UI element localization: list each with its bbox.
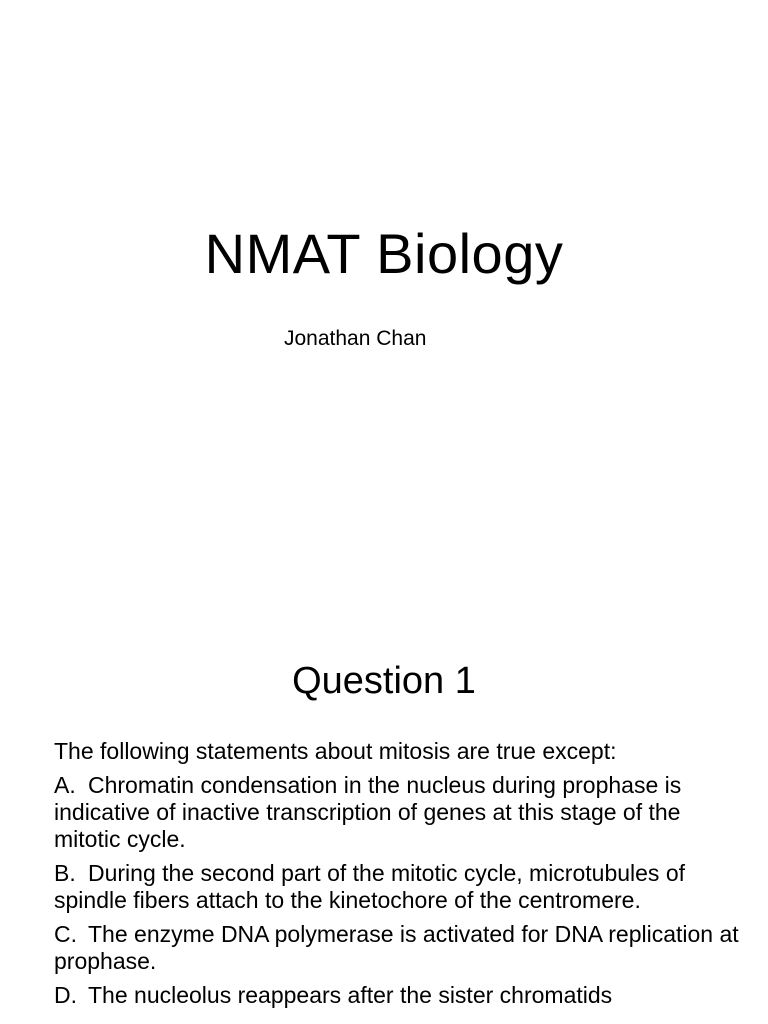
question-heading: Question 1 xyxy=(292,660,476,702)
option-text: Chromatin condensation in the nucleus during prophase is indicative of inactive transcription of genes at this stage of the mitotic cycle. xyxy=(54,772,682,852)
option-a xyxy=(54,772,744,853)
question-body xyxy=(54,738,744,1016)
option-d xyxy=(54,982,744,1009)
option-letter: A. xyxy=(54,772,76,798)
option-text: The enzyme DNA polymerase is activated for DNA replication at prophase. xyxy=(54,921,739,974)
option-b xyxy=(54,860,744,914)
option-letter: D. xyxy=(54,982,77,1008)
option-letter: C. xyxy=(54,921,77,947)
option-c xyxy=(54,921,744,975)
option-letter: B. xyxy=(54,860,76,886)
question-stem: The following statements about mitosis are true except: xyxy=(54,738,617,764)
option-text: During the second part of the mitotic cycle, microtubules of spindle fibers attach to the kinetochore of the centromere. xyxy=(54,860,686,913)
option-text: The nucleolus reappears after the sister chromatids xyxy=(88,982,613,1008)
slide-subtitle-author: Jonathan Chan xyxy=(284,327,427,350)
slide-title: NMAT Biology xyxy=(204,222,564,285)
question-slide xyxy=(0,576,768,1024)
